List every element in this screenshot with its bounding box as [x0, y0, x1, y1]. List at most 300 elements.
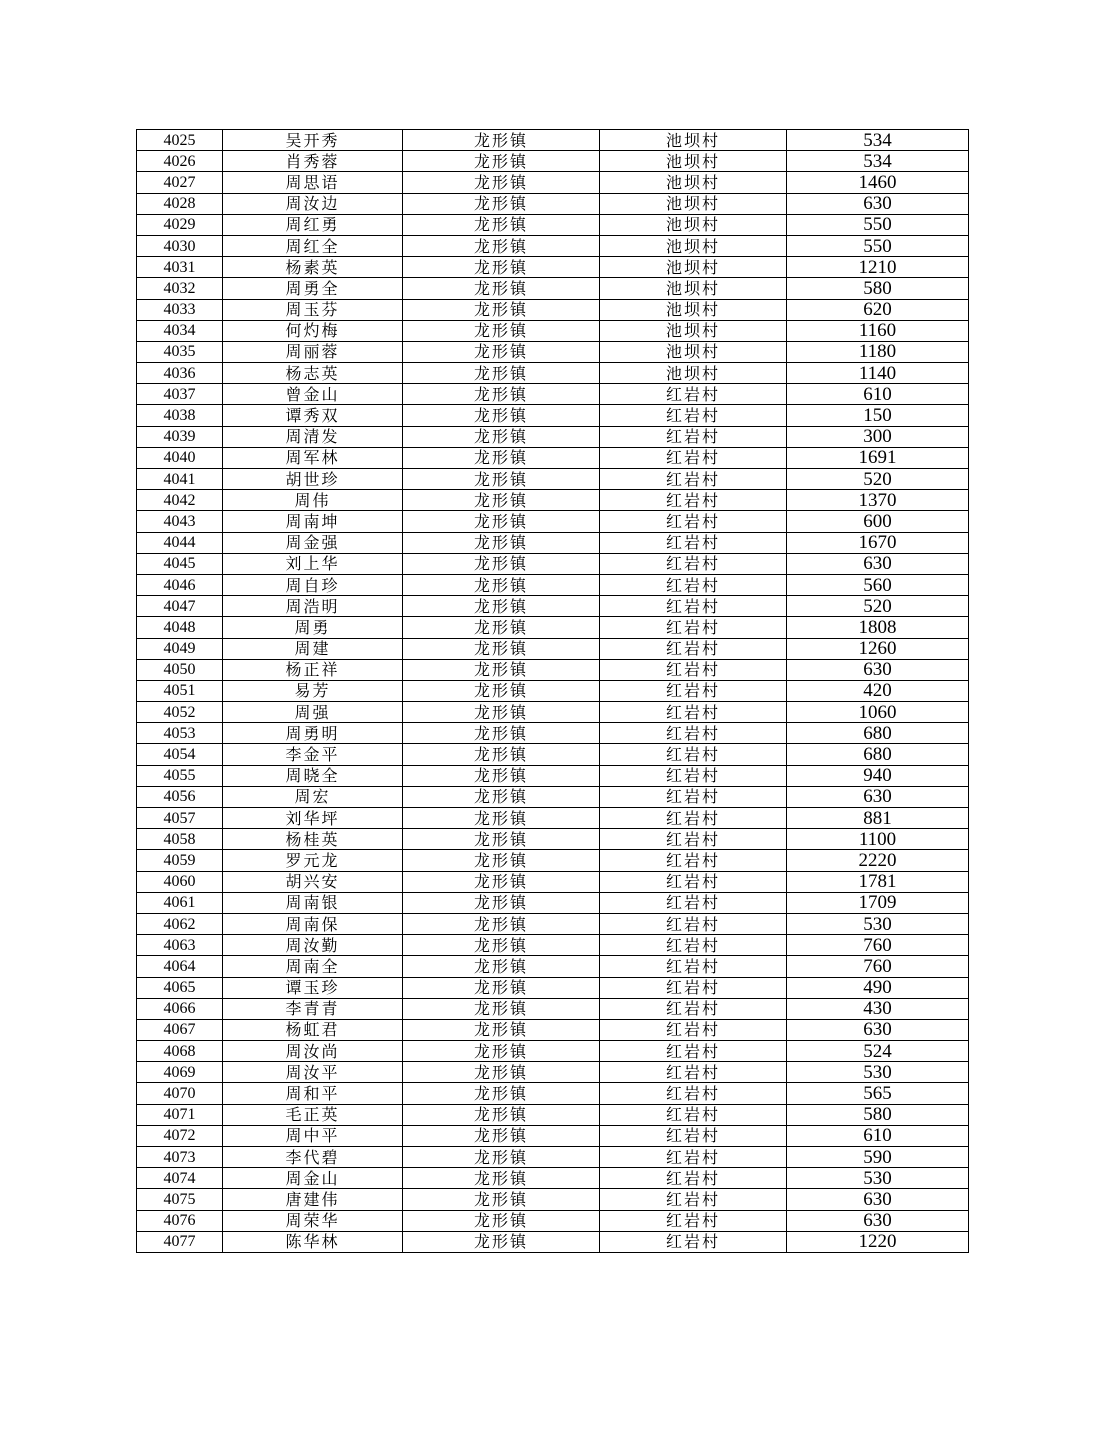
person-name-cell: 周荣华: [223, 1210, 403, 1231]
person-name-cell: 周中平: [223, 1125, 403, 1146]
table-row: [137, 786, 969, 807]
village-cell: 红岩村: [600, 426, 787, 447]
town-cell: 龙形镇: [403, 320, 600, 341]
town-cell: 龙形镇: [403, 596, 600, 617]
town-cell: 龙形镇: [403, 617, 600, 638]
amount-cell: 630: [787, 1019, 969, 1040]
village-cell: 红岩村: [600, 511, 787, 532]
row-number-cell: 4038: [137, 405, 223, 426]
table-row: [137, 1147, 969, 1168]
town-cell: 龙形镇: [403, 1083, 600, 1104]
person-name-cell: 周汝尚: [223, 1041, 403, 1062]
row-number-cell: 4066: [137, 998, 223, 1019]
person-name-cell: 周南银: [223, 892, 403, 913]
table-row: [137, 214, 969, 235]
village-cell: 池坝村: [600, 235, 787, 256]
table-row: [137, 892, 969, 913]
row-number-cell: 4025: [137, 130, 223, 151]
village-cell: 红岩村: [600, 998, 787, 1019]
row-number-cell: 4077: [137, 1231, 223, 1252]
village-cell: 池坝村: [600, 363, 787, 384]
table-row: [137, 172, 969, 193]
amount-cell: 530: [787, 1062, 969, 1083]
table-row: [137, 490, 969, 511]
town-cell: 龙形镇: [403, 1231, 600, 1252]
village-cell: 红岩村: [600, 1231, 787, 1252]
amount-cell: 600: [787, 511, 969, 532]
town-cell: 龙形镇: [403, 1041, 600, 1062]
row-number-cell: 4062: [137, 913, 223, 934]
table-row: [137, 130, 969, 151]
village-cell: 红岩村: [600, 1168, 787, 1189]
amount-cell: 1709: [787, 892, 969, 913]
table-row: [137, 956, 969, 977]
person-name-cell: 李金平: [223, 744, 403, 765]
town-cell: 龙形镇: [403, 638, 600, 659]
person-name-cell: 周勇全: [223, 278, 403, 299]
person-name-cell: 曾金山: [223, 384, 403, 405]
village-cell: 红岩村: [600, 617, 787, 638]
amount-cell: 300: [787, 426, 969, 447]
row-number-cell: 4047: [137, 596, 223, 617]
person-name-cell: 周军林: [223, 447, 403, 468]
person-name-cell: 罗元龙: [223, 850, 403, 871]
village-cell: 红岩村: [600, 1210, 787, 1231]
town-cell: 龙形镇: [403, 892, 600, 913]
person-name-cell: 周和平: [223, 1083, 403, 1104]
row-number-cell: 4037: [137, 384, 223, 405]
table-row: [137, 574, 969, 595]
person-name-cell: 周勇明: [223, 723, 403, 744]
row-number-cell: 4054: [137, 744, 223, 765]
person-name-cell: 周自珍: [223, 574, 403, 595]
row-number-cell: 4032: [137, 278, 223, 299]
table-row: [137, 193, 969, 214]
table-row: [137, 384, 969, 405]
amount-cell: 580: [787, 1104, 969, 1125]
table-row: [137, 341, 969, 362]
village-cell: 红岩村: [600, 765, 787, 786]
row-number-cell: 4034: [137, 320, 223, 341]
table-row: [137, 1062, 969, 1083]
person-name-cell: 周建: [223, 638, 403, 659]
town-cell: 龙形镇: [403, 574, 600, 595]
table-row: [137, 532, 969, 553]
village-cell: 池坝村: [600, 193, 787, 214]
row-number-cell: 4027: [137, 172, 223, 193]
row-number-cell: 4056: [137, 786, 223, 807]
amount-cell: 610: [787, 1125, 969, 1146]
town-cell: 龙形镇: [403, 130, 600, 151]
table-row: [137, 278, 969, 299]
person-name-cell: 杨正祥: [223, 659, 403, 680]
table-row: [137, 723, 969, 744]
table-row: [137, 363, 969, 384]
row-number-cell: 4039: [137, 426, 223, 447]
amount-cell: 534: [787, 130, 969, 151]
person-name-cell: 周汝边: [223, 193, 403, 214]
person-name-cell: 何灼梅: [223, 320, 403, 341]
table-row: [137, 553, 969, 574]
amount-cell: 1060: [787, 702, 969, 723]
row-number-cell: 4035: [137, 341, 223, 362]
amount-cell: 1670: [787, 532, 969, 553]
village-cell: 红岩村: [600, 786, 787, 807]
table-row: [137, 469, 969, 490]
amount-cell: 940: [787, 765, 969, 786]
village-cell: 红岩村: [600, 680, 787, 701]
table-row: [137, 299, 969, 320]
village-cell: 红岩村: [600, 384, 787, 405]
town-cell: 龙形镇: [403, 426, 600, 447]
amount-cell: 590: [787, 1147, 969, 1168]
row-number-cell: 4064: [137, 956, 223, 977]
town-cell: 龙形镇: [403, 723, 600, 744]
amount-cell: 524: [787, 1041, 969, 1062]
town-cell: 龙形镇: [403, 405, 600, 426]
amount-cell: 680: [787, 723, 969, 744]
row-number-cell: 4075: [137, 1189, 223, 1210]
amount-cell: 1100: [787, 829, 969, 850]
person-name-cell: 唐建伟: [223, 1189, 403, 1210]
row-number-cell: 4046: [137, 574, 223, 595]
table-row: [137, 935, 969, 956]
person-name-cell: 周清发: [223, 426, 403, 447]
village-cell: 红岩村: [600, 892, 787, 913]
village-cell: 红岩村: [600, 1125, 787, 1146]
person-name-cell: 周红勇: [223, 214, 403, 235]
person-name-cell: 刘华坪: [223, 808, 403, 829]
table-row: [137, 405, 969, 426]
person-name-cell: 周汝勤: [223, 935, 403, 956]
person-name-cell: 毛正英: [223, 1104, 403, 1125]
town-cell: 龙形镇: [403, 532, 600, 553]
town-cell: 龙形镇: [403, 299, 600, 320]
amount-cell: 760: [787, 935, 969, 956]
person-name-cell: 谭秀双: [223, 405, 403, 426]
village-cell: 红岩村: [600, 490, 787, 511]
person-name-cell: 周宏: [223, 786, 403, 807]
town-cell: 龙形镇: [403, 1125, 600, 1146]
row-number-cell: 4061: [137, 892, 223, 913]
town-cell: 龙形镇: [403, 363, 600, 384]
row-number-cell: 4073: [137, 1147, 223, 1168]
person-name-cell: 周浩明: [223, 596, 403, 617]
person-name-cell: 周红全: [223, 235, 403, 256]
amount-cell: 580: [787, 278, 969, 299]
table-row: [137, 638, 969, 659]
row-number-cell: 4051: [137, 680, 223, 701]
village-cell: 池坝村: [600, 130, 787, 151]
amount-cell: 1140: [787, 363, 969, 384]
village-cell: 红岩村: [600, 532, 787, 553]
village-cell: 红岩村: [600, 723, 787, 744]
row-number-cell: 4068: [137, 1041, 223, 1062]
amount-cell: 630: [787, 1189, 969, 1210]
village-cell: 池坝村: [600, 299, 787, 320]
town-cell: 龙形镇: [403, 744, 600, 765]
person-name-cell: 杨素英: [223, 257, 403, 278]
town-cell: 龙形镇: [403, 341, 600, 362]
village-cell: 红岩村: [600, 1189, 787, 1210]
amount-cell: 1180: [787, 341, 969, 362]
village-cell: 红岩村: [600, 469, 787, 490]
row-number-cell: 4031: [137, 257, 223, 278]
table-row: [137, 1125, 969, 1146]
village-cell: 红岩村: [600, 659, 787, 680]
row-number-cell: 4058: [137, 829, 223, 850]
village-cell: 红岩村: [600, 405, 787, 426]
row-number-cell: 4043: [137, 511, 223, 532]
person-name-cell: 胡世珍: [223, 469, 403, 490]
table-row: [137, 426, 969, 447]
amount-cell: 520: [787, 469, 969, 490]
town-cell: 龙形镇: [403, 1210, 600, 1231]
town-cell: 龙形镇: [403, 511, 600, 532]
amount-cell: 560: [787, 574, 969, 595]
table-row: [137, 998, 969, 1019]
amount-cell: 520: [787, 596, 969, 617]
town-cell: 龙形镇: [403, 172, 600, 193]
person-name-cell: 周金山: [223, 1168, 403, 1189]
row-number-cell: 4067: [137, 1019, 223, 1040]
person-name-cell: 周晓全: [223, 765, 403, 786]
table-row: [137, 1041, 969, 1062]
amount-cell: 1781: [787, 871, 969, 892]
village-cell: 池坝村: [600, 278, 787, 299]
amount-cell: 620: [787, 299, 969, 320]
amount-cell: 550: [787, 214, 969, 235]
town-cell: 龙形镇: [403, 977, 600, 998]
person-name-cell: 周勇: [223, 617, 403, 638]
person-name-cell: 李代碧: [223, 1147, 403, 1168]
town-cell: 龙形镇: [403, 1104, 600, 1125]
town-cell: 龙形镇: [403, 1168, 600, 1189]
row-number-cell: 4026: [137, 151, 223, 172]
row-number-cell: 4040: [137, 447, 223, 468]
village-cell: 红岩村: [600, 829, 787, 850]
table-row: [137, 511, 969, 532]
amount-cell: 1210: [787, 257, 969, 278]
village-cell: 池坝村: [600, 341, 787, 362]
table-row: [137, 659, 969, 680]
amount-cell: 420: [787, 680, 969, 701]
table-row: [137, 1104, 969, 1125]
row-number-cell: 4052: [137, 702, 223, 723]
amount-cell: 530: [787, 1168, 969, 1189]
village-cell: 红岩村: [600, 638, 787, 659]
town-cell: 龙形镇: [403, 1147, 600, 1168]
village-cell: 红岩村: [600, 1041, 787, 1062]
amount-cell: 550: [787, 235, 969, 256]
row-number-cell: 4036: [137, 363, 223, 384]
row-number-cell: 4044: [137, 532, 223, 553]
table-row: [137, 1168, 969, 1189]
village-cell: 池坝村: [600, 214, 787, 235]
town-cell: 龙形镇: [403, 702, 600, 723]
amount-cell: 490: [787, 977, 969, 998]
amount-cell: 630: [787, 786, 969, 807]
person-name-cell: 胡兴安: [223, 871, 403, 892]
town-cell: 龙形镇: [403, 1019, 600, 1040]
payment-table: [136, 129, 969, 1253]
row-number-cell: 4030: [137, 235, 223, 256]
table-row: [137, 320, 969, 341]
row-number-cell: 4060: [137, 871, 223, 892]
person-name-cell: 周金强: [223, 532, 403, 553]
town-cell: 龙形镇: [403, 1062, 600, 1083]
amount-cell: 2220: [787, 850, 969, 871]
amount-cell: 881: [787, 808, 969, 829]
table-row: [137, 977, 969, 998]
row-number-cell: 4069: [137, 1062, 223, 1083]
table-row: [137, 1231, 969, 1252]
town-cell: 龙形镇: [403, 659, 600, 680]
town-cell: 龙形镇: [403, 490, 600, 511]
row-number-cell: 4071: [137, 1104, 223, 1125]
amount-cell: 1460: [787, 172, 969, 193]
table-row: [137, 871, 969, 892]
amount-cell: 1691: [787, 447, 969, 468]
person-name-cell: 谭玉珍: [223, 977, 403, 998]
amount-cell: 430: [787, 998, 969, 1019]
person-name-cell: 易芳: [223, 680, 403, 701]
table-row: [137, 151, 969, 172]
row-number-cell: 4072: [137, 1125, 223, 1146]
table-row: [137, 829, 969, 850]
amount-cell: 630: [787, 659, 969, 680]
amount-cell: 630: [787, 1210, 969, 1231]
person-name-cell: 周南坤: [223, 511, 403, 532]
village-cell: 红岩村: [600, 553, 787, 574]
table-row: [137, 680, 969, 701]
table-row: [137, 596, 969, 617]
village-cell: 池坝村: [600, 320, 787, 341]
town-cell: 龙形镇: [403, 935, 600, 956]
table-row: [137, 447, 969, 468]
row-number-cell: 4074: [137, 1168, 223, 1189]
town-cell: 龙形镇: [403, 956, 600, 977]
row-number-cell: 4065: [137, 977, 223, 998]
town-cell: 龙形镇: [403, 913, 600, 934]
village-cell: 红岩村: [600, 1147, 787, 1168]
village-cell: 红岩村: [600, 596, 787, 617]
table-row: [137, 1189, 969, 1210]
town-cell: 龙形镇: [403, 998, 600, 1019]
row-number-cell: 4053: [137, 723, 223, 744]
village-cell: 红岩村: [600, 1019, 787, 1040]
row-number-cell: 4070: [137, 1083, 223, 1104]
amount-cell: 150: [787, 405, 969, 426]
row-number-cell: 4041: [137, 469, 223, 490]
row-number-cell: 4049: [137, 638, 223, 659]
town-cell: 龙形镇: [403, 278, 600, 299]
table-row: [137, 765, 969, 786]
town-cell: 龙形镇: [403, 786, 600, 807]
table-row: [137, 702, 969, 723]
person-name-cell: 周汝平: [223, 1062, 403, 1083]
village-cell: 红岩村: [600, 1062, 787, 1083]
person-name-cell: 肖秀蓉: [223, 151, 403, 172]
town-cell: 龙形镇: [403, 193, 600, 214]
village-cell: 红岩村: [600, 744, 787, 765]
town-cell: 龙形镇: [403, 1189, 600, 1210]
row-number-cell: 4029: [137, 214, 223, 235]
row-number-cell: 4063: [137, 935, 223, 956]
row-number-cell: 4042: [137, 490, 223, 511]
row-number-cell: 4059: [137, 850, 223, 871]
town-cell: 龙形镇: [403, 829, 600, 850]
amount-cell: 1160: [787, 320, 969, 341]
row-number-cell: 4055: [137, 765, 223, 786]
amount-cell: 760: [787, 956, 969, 977]
person-name-cell: 周伟: [223, 490, 403, 511]
amount-cell: 534: [787, 151, 969, 172]
town-cell: 龙形镇: [403, 808, 600, 829]
town-cell: 龙形镇: [403, 151, 600, 172]
table-row: [137, 913, 969, 934]
amount-cell: 1370: [787, 490, 969, 511]
row-number-cell: 4076: [137, 1210, 223, 1231]
town-cell: 龙形镇: [403, 553, 600, 574]
person-name-cell: 周玉芬: [223, 299, 403, 320]
town-cell: 龙形镇: [403, 235, 600, 256]
amount-cell: 1808: [787, 617, 969, 638]
person-name-cell: 杨虹君: [223, 1019, 403, 1040]
town-cell: 龙形镇: [403, 469, 600, 490]
table-row: [137, 744, 969, 765]
row-number-cell: 4028: [137, 193, 223, 214]
table-row: [137, 1210, 969, 1231]
amount-cell: 610: [787, 384, 969, 405]
village-cell: 红岩村: [600, 447, 787, 468]
village-cell: 池坝村: [600, 172, 787, 193]
person-name-cell: 刘上华: [223, 553, 403, 574]
town-cell: 龙形镇: [403, 680, 600, 701]
row-number-cell: 4048: [137, 617, 223, 638]
village-cell: 红岩村: [600, 1104, 787, 1125]
row-number-cell: 4057: [137, 808, 223, 829]
village-cell: 红岩村: [600, 871, 787, 892]
person-name-cell: 周南保: [223, 913, 403, 934]
amount-cell: 1260: [787, 638, 969, 659]
town-cell: 龙形镇: [403, 765, 600, 786]
village-cell: 红岩村: [600, 574, 787, 595]
person-name-cell: 杨桂英: [223, 829, 403, 850]
person-name-cell: 周丽蓉: [223, 341, 403, 362]
person-name-cell: 杨志英: [223, 363, 403, 384]
amount-cell: 1220: [787, 1231, 969, 1252]
town-cell: 龙形镇: [403, 871, 600, 892]
village-cell: 红岩村: [600, 1083, 787, 1104]
table-row: [137, 850, 969, 871]
town-cell: 龙形镇: [403, 257, 600, 278]
amount-cell: 565: [787, 1083, 969, 1104]
table-row: [137, 1083, 969, 1104]
person-name-cell: 李青青: [223, 998, 403, 1019]
village-cell: 红岩村: [600, 808, 787, 829]
row-number-cell: 4033: [137, 299, 223, 320]
town-cell: 龙形镇: [403, 447, 600, 468]
village-cell: 红岩村: [600, 935, 787, 956]
table-row: [137, 235, 969, 256]
amount-cell: 530: [787, 913, 969, 934]
village-cell: 红岩村: [600, 702, 787, 723]
amount-cell: 680: [787, 744, 969, 765]
table-body: [137, 130, 969, 1253]
village-cell: 红岩村: [600, 913, 787, 934]
person-name-cell: 吴开秀: [223, 130, 403, 151]
